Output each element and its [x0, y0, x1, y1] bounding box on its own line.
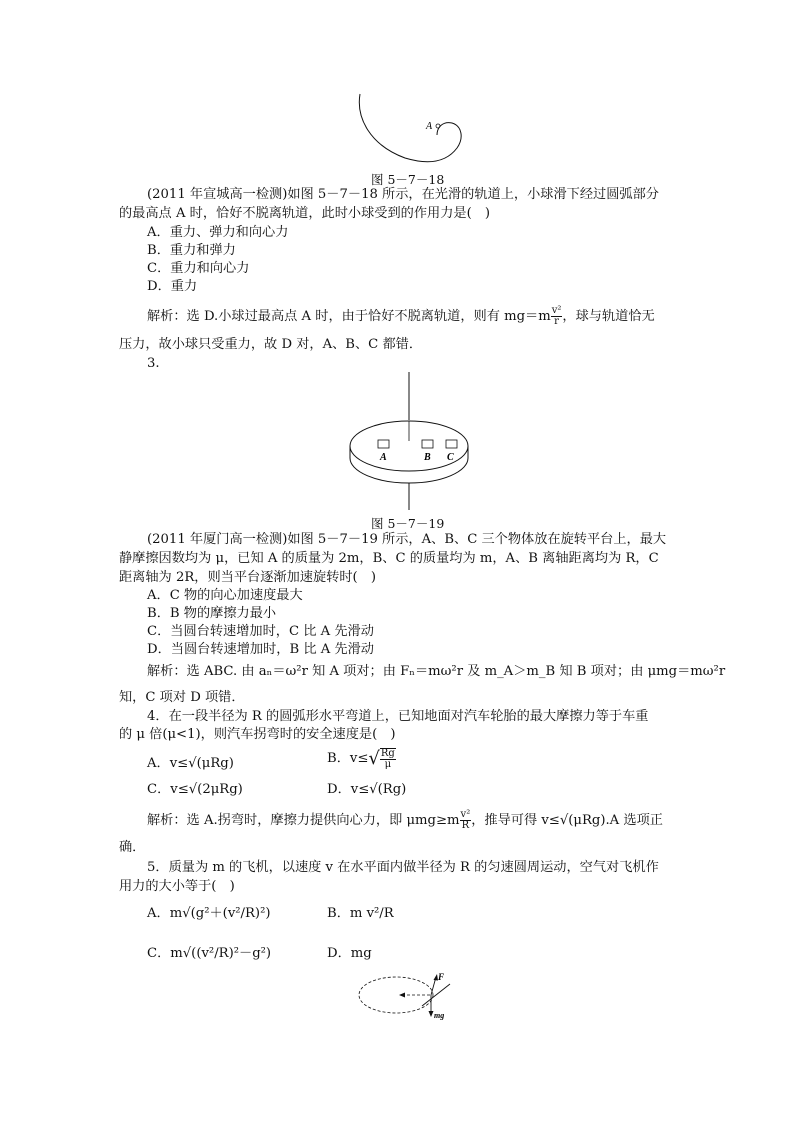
question-stem: 4．在一段半径为 R 的圆弧形水平弯道上，已知地面对汽车轮胎的最大摩擦力等于车重: [147, 709, 649, 724]
block-b: [422, 440, 433, 448]
figure-airplane: [358, 966, 468, 1022]
point-a-label: A: [426, 121, 433, 132]
question-number: 3.: [147, 356, 160, 371]
fraction-denominator: R: [461, 820, 470, 831]
label-a: A: [380, 452, 387, 463]
analysis-text: ，推导可得 v≤√(μRg).A 选项正: [471, 813, 663, 828]
option-b: B．B 物的摩擦力最小: [147, 606, 277, 621]
analysis: 解析：选 ABC. 由 aₙ＝ω²r 知 A 项对；由 Fₙ＝mω²r 及 m_A＞m_B 知 B 项对；由 μmg＝mω²r: [147, 664, 726, 679]
force-mg-label: mg: [434, 1011, 445, 1020]
option-d: D．重力: [147, 279, 198, 294]
option-d: D．v≤√(Rg): [327, 782, 407, 797]
question-stem: 距离轴为 2R，则当平台逐渐加速旋转时( ): [119, 570, 376, 585]
option-d: D．mg: [327, 946, 372, 961]
option-d: D．当圆台转速增加时，B 比 A 先滑动: [147, 642, 374, 657]
option-a: A．C 物的向心加速度最大: [147, 588, 303, 603]
fraction: [460, 810, 472, 831]
question-stem: 用力的大小等于( ): [119, 879, 235, 894]
block-c: [446, 440, 457, 448]
force-f-label: F: [438, 972, 445, 982]
fraction: [380, 748, 396, 770]
sqrt-icon: √: [368, 748, 380, 769]
option-a: A．重力、弹力和向心力: [147, 225, 289, 240]
label-b: B: [424, 452, 431, 463]
question-stem: 的最高点 A 时，恰好不脱离轨道，此时小球受到的作用力是( ): [119, 206, 491, 221]
option-a: A．m√(g²＋(v²/R)²): [147, 906, 271, 921]
question-stem: 静摩擦因数均为 μ，已知 A 的质量为 2m，B、C 的质量均为 m，A、B 离轴距离均为 R，C: [119, 551, 659, 566]
fraction: [551, 306, 563, 327]
fraction-denominator: μ: [384, 759, 392, 770]
option-b: B．m v²/R: [327, 906, 394, 921]
option-c: C．v≤√(2μRg): [147, 782, 243, 797]
option-c: C．m√((v²/R)²－g²): [147, 946, 272, 961]
label-c: C: [447, 452, 454, 463]
option-a: A．v≤√(μRg): [147, 756, 234, 771]
figure-caption: 图 5－7－18: [371, 172, 445, 187]
option-c: C．当圆台转速增加时，C 比 A 先滑动: [147, 624, 374, 639]
analysis: 压力，故小球只受重力，故 D 对，A、B、C 都错．: [119, 337, 423, 352]
analysis: [147, 306, 655, 327]
analysis-text: 解析：选 A.拐弯时，摩擦力提供向心力，即 μmg≥m: [147, 813, 460, 828]
option-b: [327, 748, 396, 770]
block-a: [378, 440, 389, 448]
fraction-numerator: Rg: [380, 748, 395, 759]
question-stem: (2011 年厦门高一检测)如图 5－7－19 所示，A、B、C 三个物体放在旋转平台上，最大: [147, 532, 667, 547]
question-stem: 的 μ 倍(μ<1)，则汽车拐弯时的安全速度是( ): [119, 727, 396, 742]
analysis: 知，C 项对 D 项错．: [119, 690, 245, 705]
option-c: C．重力和向心力: [147, 261, 250, 276]
figure-5-7-19: [340, 368, 480, 513]
analysis: [147, 810, 663, 831]
fraction-denominator: r: [554, 316, 559, 327]
figure-caption: 图 5－7－19: [371, 516, 445, 531]
analysis-text: 解析：选 D.小球过最高点 A 时，由于恰好不脱离轨道，则有 mg＝m: [147, 309, 551, 324]
option-b: B．重力和弹力: [147, 243, 236, 258]
analysis-text: ，球与轨道恰无: [562, 309, 655, 324]
option-b-prefix: B．v≤: [327, 751, 369, 766]
analysis: 确．: [119, 840, 146, 855]
question-stem: (2011 年宣城高一检测)如图 5－7－18 所示，在光滑的轨道上，小球滑下经过圆弧部分: [147, 187, 659, 202]
question-stem: 5．质量为 m 的飞机，以速度 v 在水平面内做半径为 R 的匀速圆周运动，空气对飞机作: [147, 860, 659, 875]
fraction-numerator: v²: [460, 809, 471, 820]
figure-5-7-18: [340, 90, 480, 170]
fraction-numerator: v²: [551, 305, 562, 316]
